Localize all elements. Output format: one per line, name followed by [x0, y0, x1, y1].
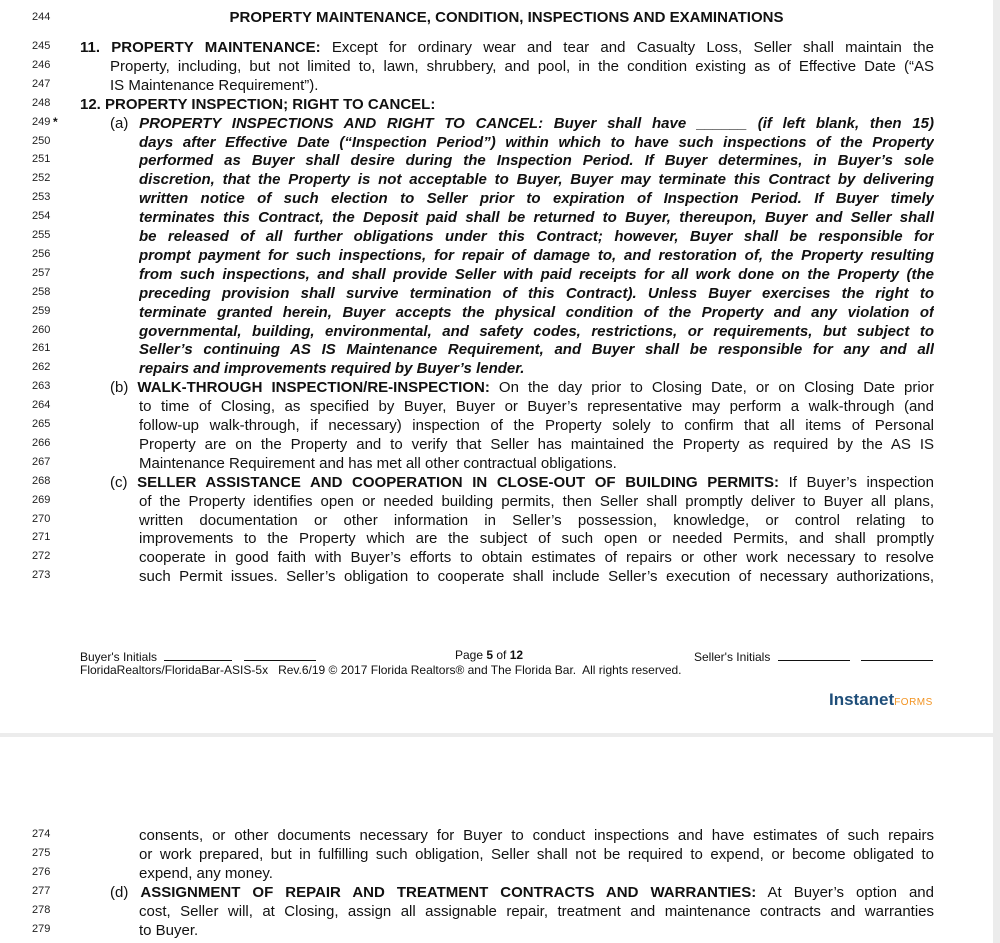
body-text: consents, or other documents necessary for Buyer to conduct inspections and have estimates of such repairs [139, 827, 934, 844]
logo-main: Instanet [829, 690, 895, 709]
line-number: 252 [32, 172, 51, 185]
text-line [0, 378, 993, 397]
line-text [110, 883, 934, 902]
emphasized-text: terminate granted herein, Buyer accepts the physical condition of the Property and any violation of [139, 303, 934, 321]
emphasized-text: be released of all further obligations under this Contract; however, Buyer shall be responsible for [139, 228, 934, 245]
required-field-marker: * [53, 114, 58, 129]
text-line [0, 845, 993, 864]
emphasized-text: PROPERTY INSPECTIONS AND RIGHT TO CANCEL: Buyer shall have ______ (if left blank, then 15) [139, 114, 934, 132]
text-line [0, 284, 993, 303]
text-line [0, 227, 993, 246]
text-line [0, 133, 993, 152]
document-page-6 [0, 737, 993, 943]
emphasized-text: days after Effective Date (“Inspection Period”) within which to have such inspections of the Property [139, 133, 934, 151]
line-text [110, 473, 934, 492]
body-text: Property are on the Property and to verify that Seller has maintained the Property as required by the AS IS [139, 435, 934, 453]
line-number: 268 [32, 474, 51, 487]
line-text [139, 170, 934, 189]
line-text [110, 57, 934, 76]
line-text [139, 246, 934, 265]
text-line [0, 883, 993, 902]
page-indicator [455, 648, 523, 662]
line-number: 264 [32, 399, 51, 412]
text-line [0, 76, 993, 95]
body-text: Property, including, but not limited to, lawn, shrubbery, and pool, in the condition existing as of Effective Date (“AS [110, 57, 934, 75]
line-number: 277 [32, 884, 51, 897]
body-text: (c) [110, 473, 138, 491]
emphasized-text: governmental, building, environmental, and safety codes, restrictions, or requirements, but subject to [139, 322, 934, 340]
text-line [0, 435, 993, 454]
line-number: 279 [32, 922, 51, 935]
line-number: 263 [32, 380, 51, 393]
line-number: 269 [32, 493, 51, 506]
line-text [139, 435, 934, 454]
text-line [0, 114, 993, 133]
line-text [80, 95, 934, 114]
line-text [139, 397, 934, 416]
line-text [110, 76, 934, 95]
text-line [0, 864, 993, 883]
text-line [0, 322, 993, 341]
sellers-initials [694, 648, 933, 664]
instanetforms-logo [829, 690, 933, 710]
line-number: 246 [32, 58, 51, 71]
line-text [139, 151, 934, 170]
text-line [0, 359, 993, 378]
emphasized-text: prompt payment for such inspections, for repair of damage to, and restoration of, the Property resulting [139, 246, 934, 264]
line-number: 251 [32, 153, 51, 166]
body-text: to Buyer. [139, 921, 199, 939]
line-text [139, 416, 934, 435]
text-line [0, 567, 993, 586]
body-text: At Buyer’s option and [756, 883, 934, 901]
line-text [80, 38, 934, 57]
line-number: 262 [32, 361, 51, 374]
page-number: 5 [486, 648, 494, 662]
body-text: such Permit issues. Seller’s obligation to cooperate shall include Seller’s execution of necessary authorizations, [139, 568, 934, 586]
line-text [139, 359, 934, 378]
body-text: Maintenance Requirement and has met all other contractual obligations. [139, 454, 617, 472]
page-total: 12 [509, 648, 524, 662]
body-text: (b) [110, 379, 138, 397]
line-number: 278 [32, 903, 51, 916]
text-line [0, 511, 993, 530]
logo-sub: FORMS [894, 697, 933, 708]
body-text: cost, Seller will, at Closing, assign all assignable repair, treatment and maintenance contracts and warranties [139, 902, 934, 920]
line-number: 260 [32, 323, 51, 336]
emphasized-text: 12. PROPERTY INSPECTION; RIGHT TO CANCEL: [80, 95, 436, 113]
body-text: Except for ordinary wear and tear and Casualty Loss, Seller shall maintain the [320, 39, 934, 56]
line-text [139, 864, 934, 883]
line-number: 245 [32, 40, 51, 52]
emphasized-text: ASSIGNMENT OF REPAIR AND TREATMENT CONTRACTS AND WARRANTIES: [140, 883, 757, 901]
text-line [0, 170, 993, 189]
emphasized-text: terminates this Contract, the Deposit paid shall be returned to Buyer, thereupon, Buyer and Seller shall [139, 209, 934, 227]
body-text: If Buyer’s inspection [778, 473, 934, 491]
line-text [139, 303, 934, 322]
text-line [0, 95, 993, 114]
line-number: 258 [32, 285, 51, 298]
line-number: 267 [32, 455, 51, 468]
emphasized-text: from such inspections, and shall provide Seller with paid receipts for all work done on the Property (the [139, 265, 934, 283]
text-line [0, 492, 993, 511]
line-text [139, 845, 934, 864]
text-line [0, 340, 993, 359]
emphasized-text: written notice of such election to Seller prior to expiration of Inspection Period. If Buyer timely [139, 190, 934, 208]
line-text [139, 265, 934, 284]
line-number: 276 [32, 865, 51, 878]
line-text [139, 340, 934, 359]
text-line [0, 416, 993, 435]
body-text: cooperate in good faith with Buyer’s efforts to obtain estimates of repairs or other work necessary to resolve [139, 549, 934, 567]
line-number: 254 [32, 210, 51, 223]
line-text [139, 826, 934, 845]
page-prefix: Page [455, 648, 487, 662]
line-text [139, 227, 934, 246]
line-text [110, 114, 934, 133]
line-text [139, 322, 934, 341]
text-line [0, 529, 993, 548]
body-text: of the Property identifies open or needed building permits, then Seller shall promptly deliver to Buyer all plans, [139, 492, 934, 510]
sellers-initials-field-2[interactable] [861, 648, 933, 661]
body-text: follow-up walk-through, if necessary) inspection of the Property solely to confirm that all items of Personal [139, 417, 934, 434]
text-line [0, 246, 993, 265]
text-line [0, 189, 993, 208]
line-number: 261 [32, 342, 51, 355]
line-number: 244 [32, 11, 51, 23]
line-number: 265 [32, 418, 51, 430]
line-number: 273 [32, 569, 51, 582]
body-text: IS Maintenance Requirement”). [110, 76, 319, 94]
line-text [110, 378, 934, 397]
body-text: improvements to the Property which are the subject of such open or needed Permits, and shall promptly [139, 530, 934, 548]
line-text [139, 548, 934, 567]
emphasized-text: repairs and improvements required by Buyer’s lender. [139, 360, 525, 378]
body-text: expend, any money. [139, 864, 273, 882]
line-number: 274 [32, 828, 51, 840]
text-line [0, 826, 993, 845]
text-line [0, 548, 993, 567]
section-title: PROPERTY MAINTENANCE, CONDITION, INSPECTIONS AND EXAMINATIONS [229, 9, 784, 26]
line-text [139, 921, 934, 940]
text-line [0, 265, 993, 284]
line-text [139, 567, 934, 586]
emphasized-text: WALK-THROUGH INSPECTION/RE-INSPECTION: [137, 379, 490, 397]
line-number: 272 [32, 550, 51, 563]
line-number: 259 [32, 304, 51, 317]
body-text: On the day prior to Closing Date, or on Closing Date prior [489, 379, 934, 397]
text-line [0, 921, 993, 940]
text-line [0, 397, 993, 416]
emphasized-text: discretion, that the Property is not acceptable to Buyer, Buyer may terminate this Contract by delivering [139, 171, 934, 189]
line-text [139, 454, 934, 473]
line-number: 275 [32, 846, 51, 859]
line-text [139, 208, 934, 227]
line-number: 250 [32, 134, 51, 147]
line-text [139, 492, 934, 511]
emphasized-text: Seller’s continuing AS IS Maintenance Requirement, and Buyer shall be responsible for any and all [139, 341, 934, 359]
body-text: or work prepared, but in fulfilling such obligation, Seller shall not be required to expend, or become obligated to [139, 845, 934, 863]
text-line [0, 57, 993, 76]
text-line [0, 902, 993, 921]
line-text [139, 529, 934, 548]
body-text: to time of Closing, as specified by Buyer, Buyer or Buyer’s representative may perform a walk-through (and [139, 398, 934, 416]
text-line [0, 208, 993, 227]
line-number: 257 [32, 266, 51, 279]
line-number: 266 [32, 436, 51, 449]
line-number: 255 [32, 229, 51, 241]
emphasized-text: preceding provision shall survive termination of this Contract). Unless Buyer exercises the right to [139, 284, 934, 302]
buyers-initials [80, 648, 316, 664]
body-text: (a) [110, 114, 140, 132]
line-number: 247 [32, 77, 51, 90]
text-line [0, 38, 993, 57]
line-number: 248 [32, 96, 51, 109]
line-number: 249 [32, 115, 51, 128]
line-number: 256 [32, 247, 51, 260]
text-line [0, 454, 993, 473]
line-text [139, 511, 934, 530]
line-text [139, 902, 934, 921]
form-revision-line: FloridaRealtors/FloridaBar-ASIS-5x Rev.6/19 © 2017 Florida Realtors® and The Florida Bar. All rights reserved. [80, 663, 682, 677]
line-number: 271 [32, 531, 51, 544]
line-number: 253 [32, 191, 51, 204]
text-line [0, 473, 993, 492]
buyers-initials-label: Buyer's Initials [80, 650, 157, 664]
line-text [139, 189, 934, 208]
line-text [139, 284, 934, 303]
emphasized-text: performed as Buyer shall desire during the Inspection Period. If Buyer determines, in Buyer’s sole [139, 152, 934, 170]
line-text [139, 133, 934, 152]
body-text: (d) [110, 883, 141, 901]
text-line [0, 151, 993, 170]
sellers-initials-label: Seller's Initials [694, 650, 771, 664]
line-number: 270 [32, 512, 51, 525]
buyers-initials-field-1[interactable] [164, 648, 232, 661]
body-text: written documentation or other information in Seller’s possession, knowledge, or control relating to [139, 511, 934, 529]
buyers-initials-field-2[interactable] [244, 648, 316, 661]
text-line [0, 303, 993, 322]
sellers-initials-field-1[interactable] [778, 648, 850, 661]
emphasized-text: SELLER ASSISTANCE AND COOPERATION IN CLOSE-OUT OF BUILDING PERMITS: [137, 473, 779, 491]
emphasized-text: 11. PROPERTY MAINTENANCE: [80, 39, 321, 56]
page-of: of [493, 648, 510, 662]
